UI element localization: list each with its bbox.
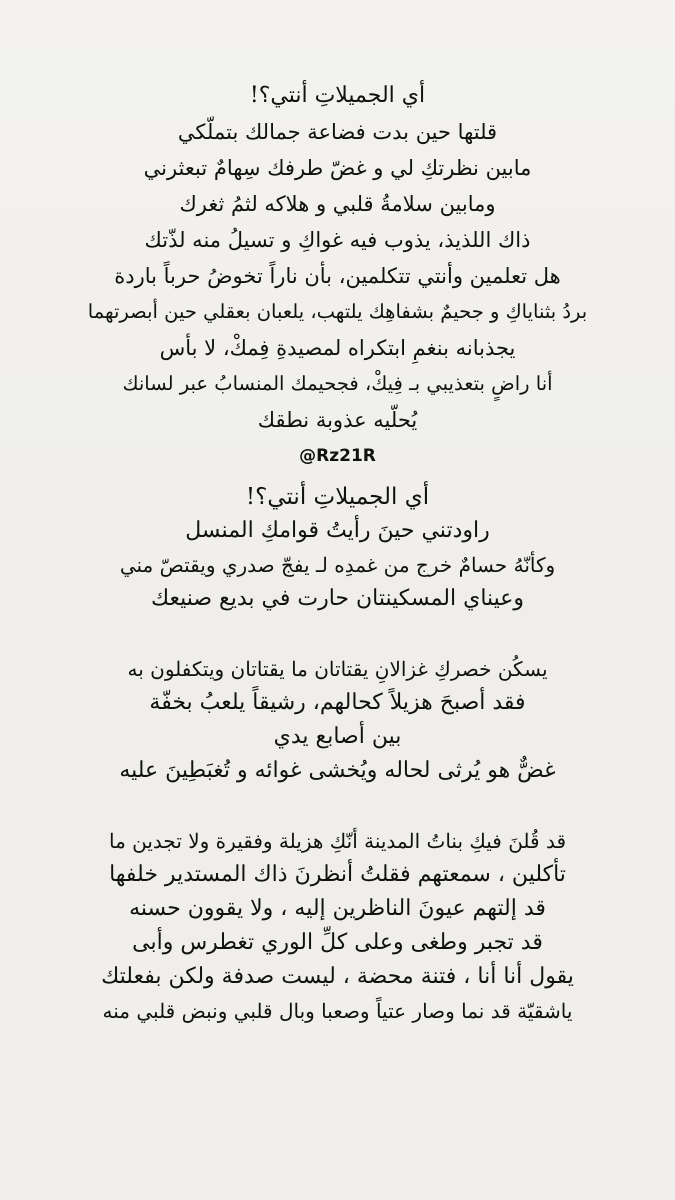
poem-line: يجذبانه بنغمِ ابتكراه لمصيدةِ فِمكْ، لا بأس xyxy=(159,336,516,360)
poem-line: ياشقيّة قد نما وصار عتياً وصعبا وبال قلبي ونبض قلبي منه xyxy=(102,999,573,1023)
stanza xyxy=(28,652,647,788)
poem-one xyxy=(28,78,647,438)
poem-line: قد تجبر وطغى وعلى كلِّ الوري تغطرس وأبى xyxy=(132,930,543,955)
poem-line: قد إلتهم عيونَ الناظرين إليه ، ولا يقوون حسنه xyxy=(129,896,546,921)
poem-line: ذاك اللذيذ، يذوب فيه غواكِ و تسيلُ منه لذّتك xyxy=(144,228,531,252)
poem-line: قلتها حين بدت فضاعة جمالك بتملّكي xyxy=(177,120,498,144)
poem-line: تأكلين ، سمعتهم فقلتُ أنظرنَ ذاك المستدير خلفها xyxy=(109,862,566,887)
poem-line: يسكُن خصركِ غزالانِ يقتاتان ما يقتاتان ويتكفلون به xyxy=(127,657,548,681)
poem-line: فقد أصبحَ هزيلاً كحالهم، رشيقاً يلعبُ بخفّة xyxy=(149,690,526,715)
poem-line: هل تعلمين وأنتي تتكلمين، بأن ناراً تخوضُ حرباً باردة xyxy=(114,264,561,288)
poem-line: مابين نظرتكِ لي و غضّ طرفك سِهامٌ تبعثرني xyxy=(143,156,532,180)
poem-line: قد قُلنَ فيكِ بناتُ المدينة أنّكِ هزيلة وفقيرة ولا تجدين ما xyxy=(108,829,567,853)
stanza xyxy=(28,480,647,616)
poem-line: وعيناي المسكينتان حارت في بديع صنيعك xyxy=(150,586,525,611)
poem-line: غضٌّ هو يُرثى لحاله ويُخشى غوائه و تُغبَطِينَ عليه xyxy=(119,758,556,783)
poem-two xyxy=(28,480,647,1028)
poem-line: بين أصابع يدي xyxy=(273,724,402,749)
poem-line: راودتني حينَ رأيتُ قوامكِ المنسل xyxy=(185,518,490,543)
stanza xyxy=(28,824,647,1028)
poem-line: أي الجميلاتِ أنتي؟! xyxy=(245,484,430,510)
author-handle: @Rz21R xyxy=(299,446,376,466)
poem-line: وكأنّهُ حسامٌ خرج من غمدِه لـ يفجّ صدري ويقتصّ مني xyxy=(119,553,556,577)
poem-line: يقول أنا أنا ، فتنة محضة ، ليست صدفة ولكن بفعلتك xyxy=(101,964,574,989)
poem-line: بردُ بثناياكِ و جحيمٌ بشفاهِك يلتهب، يلعبان بعقلي حين أبصرتهما xyxy=(87,300,588,323)
poem-line: أنا راضٍ بتعذيبي بـ فِيكْ، فجحيمك المنسابُ عبر لسانك xyxy=(122,372,553,395)
poem-line: يُحلّيه عذوبة نطقك xyxy=(257,408,418,432)
poem-line: أي الجميلاتِ أنتي؟! xyxy=(249,83,426,108)
poem-line: ومابين سلامةُ قلبي و هلاكه لثمُ ثغرك xyxy=(179,192,496,216)
